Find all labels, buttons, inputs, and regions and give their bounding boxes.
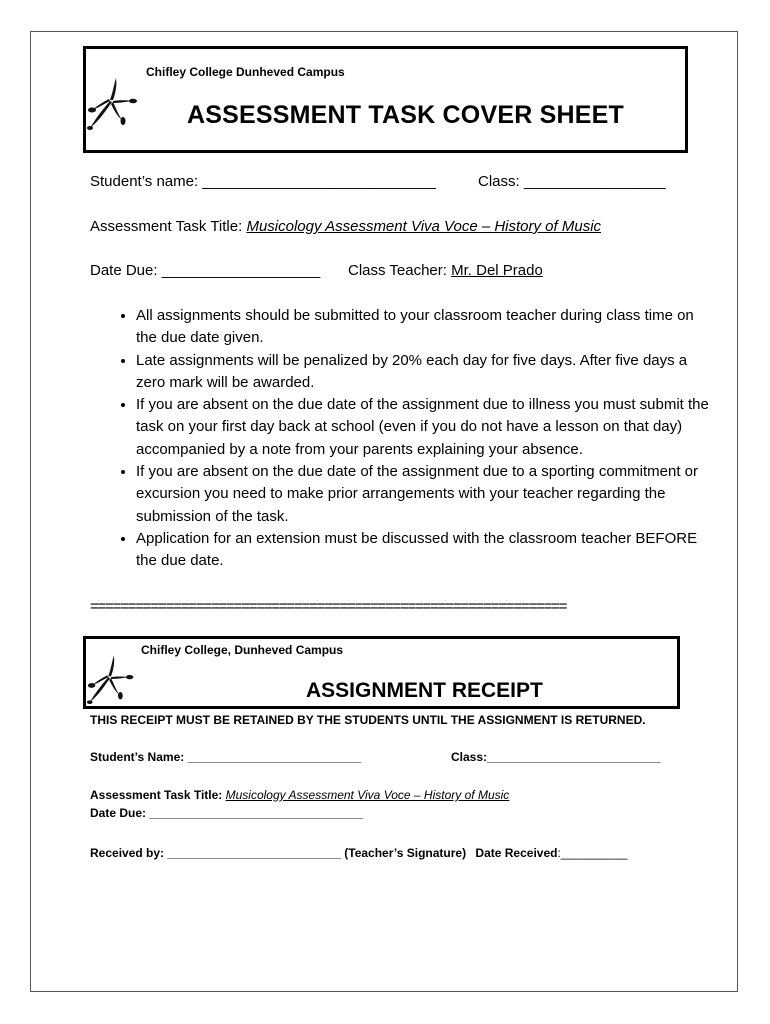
cut-line-divider: =============================================================== <box>90 598 567 615</box>
receipt-task-title-row <box>90 788 509 802</box>
receipt-date-due-label: Date Due: <box>90 806 147 820</box>
receipt-task-title-label: Assessment Task Title: <box>90 788 223 802</box>
page-title: ASSESSMENT TASK COVER SHEET <box>187 101 624 129</box>
class-row <box>478 173 666 190</box>
teacher-label: Class Teacher: <box>348 262 447 279</box>
student-name-row <box>90 173 436 190</box>
date-received-label: Date Received <box>475 846 558 860</box>
receipt-notice: THIS RECEIPT MUST BE RETAINED BY THE STUDENTS UNTIL THE ASSIGNMENT IS RETURNED. <box>90 713 646 727</box>
receipt-class-row <box>451 750 661 764</box>
receipt-student-row <box>90 750 361 764</box>
school-logo-icon <box>86 74 142 132</box>
school-name: Chifley College Dunheved Campus <box>146 65 345 79</box>
rules-list <box>112 305 711 573</box>
date-due-label: Date Due: <box>90 262 158 279</box>
teacher-value: Mr. Del Prado <box>451 262 543 279</box>
list-item: • If you are absent on the due date of the assignment due to a sporting commitment or excursion you need to make prior arrangements with your teacher regarding the submission of the task. <box>136 461 711 528</box>
receipt-student-label: Student’s Name: <box>90 750 185 764</box>
class-label: Class: <box>478 173 520 190</box>
school-logo-icon <box>86 652 138 706</box>
date-received-field[interactable]: :__________ <box>557 846 628 860</box>
receipt-student-field[interactable]: __________________________ <box>187 750 362 764</box>
received-by-row <box>90 846 628 860</box>
list-item: • Application for an extension must be discussed with the classroom teacher BEFORE the due date. <box>136 528 711 573</box>
task-title-label: Assessment Task Title: <box>90 218 243 235</box>
received-by-field[interactable]: __________________________ <box>167 846 341 860</box>
class-field[interactable]: _________________ <box>523 173 666 190</box>
received-by-label: Received by: <box>90 846 165 860</box>
cover-header-box <box>83 46 688 153</box>
receipt-class-label: Class: <box>451 750 488 764</box>
receipt-class-field[interactable]: __________________________ <box>487 750 661 764</box>
list-item: • Late assignments will be penalized by 20% each day for five days. After five days a zero mark will be awarded. <box>136 350 711 395</box>
receipt-date-due-row <box>90 806 363 820</box>
student-name-field[interactable]: ____________________________ <box>202 173 436 190</box>
task-title-value: Musicology Assessment Viva Voce – History of Music <box>246 218 602 235</box>
receipt-date-due-field[interactable]: ________________________________ <box>149 806 363 820</box>
receipt-school-name: Chifley College, Dunheved Campus <box>141 643 344 657</box>
date-due-field[interactable]: ___________________ <box>161 262 321 279</box>
receipt-task-title-value: Musicology Assessment Viva Voce – History of Music <box>225 788 510 802</box>
receipt-title: ASSIGNMENT RECEIPT <box>306 679 543 702</box>
list-item: • If you are absent on the due date of the assignment due to illness you must submit the task on your first day back at school (even if you do not have a lesson on that day) accompanied by a note from your parents explaining your absence. <box>136 394 711 461</box>
student-name-label: Student’s name: <box>90 173 199 190</box>
signature-label: (Teacher’s Signature) <box>344 846 467 860</box>
teacher-row <box>348 262 543 279</box>
list-item: • All assignments should be submitted to your classroom teacher during class time on the due date given. <box>136 305 711 350</box>
task-title-row <box>90 218 601 235</box>
date-due-row <box>90 262 320 279</box>
